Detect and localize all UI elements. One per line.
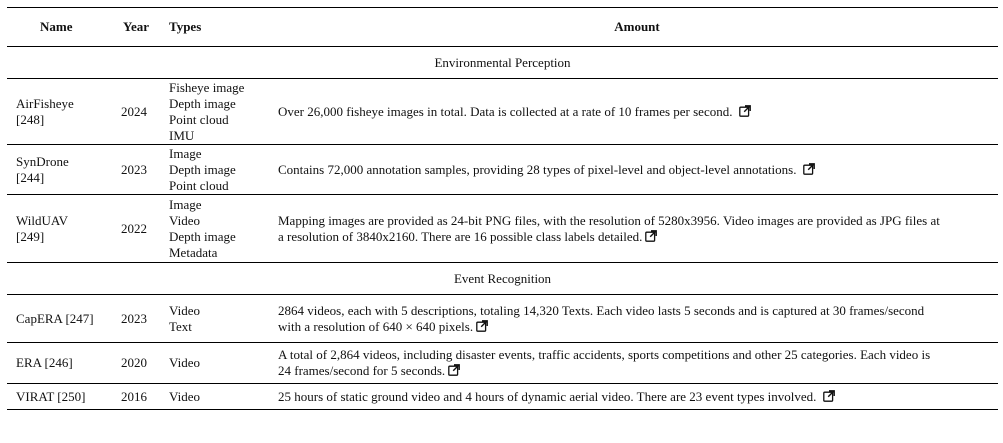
section-row <box>7 263 998 295</box>
dataset-types: Video <box>169 343 276 384</box>
dataset-name: WildUAV [249] <box>7 195 121 263</box>
header-types: Types <box>169 19 202 34</box>
external-link-icon[interactable] <box>448 364 460 376</box>
dataset-amount: Mapping images are provided as 24-bit PNG files, with the resolution of 5280x3956. Video images are provided as JPG files at a resolution of 3840x2160. There are 16 possible class labels detailed. <box>276 195 998 263</box>
table-header-row <box>7 8 998 47</box>
table-row <box>7 384 998 410</box>
dataset-amount: 25 hours of static ground video and 4 hours of dynamic aerial video. There are 23 event types involved. <box>276 384 998 410</box>
dataset-amount: A total of 2,864 videos, including disaster events, traffic accidents, sports competitions and other 25 categories. Each video is 24 frames/second for 5 seconds. <box>276 343 998 384</box>
dataset-table <box>7 7 998 410</box>
dataset-year: 2023 <box>121 295 169 343</box>
dataset-types: Fisheye image Depth image Point cloud IMU <box>169 79 276 145</box>
section-row <box>7 47 998 79</box>
external-link-icon[interactable] <box>803 163 815 175</box>
dataset-types: Video <box>169 384 276 410</box>
dataset-amount: Over 26,000 fisheye images in total. Data is collected at a rate of 10 frames per second. <box>276 79 998 145</box>
dataset-amount: Contains 72,000 annotation samples, providing 28 types of pixel-level and object-level annotations. <box>276 145 998 195</box>
external-link-icon[interactable] <box>476 320 488 332</box>
dataset-year: 2023 <box>121 145 169 195</box>
dataset-types: Image Depth image Point cloud <box>169 145 276 195</box>
table-row <box>7 145 998 195</box>
dataset-amount: 2864 videos, each with 5 descriptions, totaling 14,320 Texts. Each video lasts 5 seconds and is captured at 30 frames/second with a resolution of 640 × 640 pixels. <box>276 295 998 343</box>
header-name: Name <box>40 19 73 34</box>
table-row <box>7 195 998 263</box>
external-link-icon[interactable] <box>645 230 657 242</box>
dataset-year: 2024 <box>121 79 169 145</box>
table-row <box>7 343 998 384</box>
dataset-name: SynDrone [244] <box>7 145 121 195</box>
dataset-year: 2022 <box>121 195 169 263</box>
dataset-year: 2020 <box>121 343 169 384</box>
dataset-name: CapERA [247] <box>7 295 121 343</box>
external-link-icon[interactable] <box>739 105 751 117</box>
table-row <box>7 79 998 145</box>
table-row <box>7 295 998 343</box>
dataset-name: AirFisheye [248] <box>7 79 121 145</box>
section-title: Event Recognition <box>7 263 998 295</box>
external-link-icon[interactable] <box>823 390 835 402</box>
header-year: Year <box>123 19 149 34</box>
dataset-year: 2016 <box>121 384 169 410</box>
section-title: Environmental Perception <box>7 47 998 79</box>
dataset-types: Video Text <box>169 295 276 343</box>
dataset-name: ERA [246] <box>7 343 121 384</box>
dataset-name: VIRAT [250] <box>7 384 121 410</box>
header-amount: Amount <box>614 19 660 34</box>
dataset-types: Image Video Depth image Metadata <box>169 195 276 263</box>
